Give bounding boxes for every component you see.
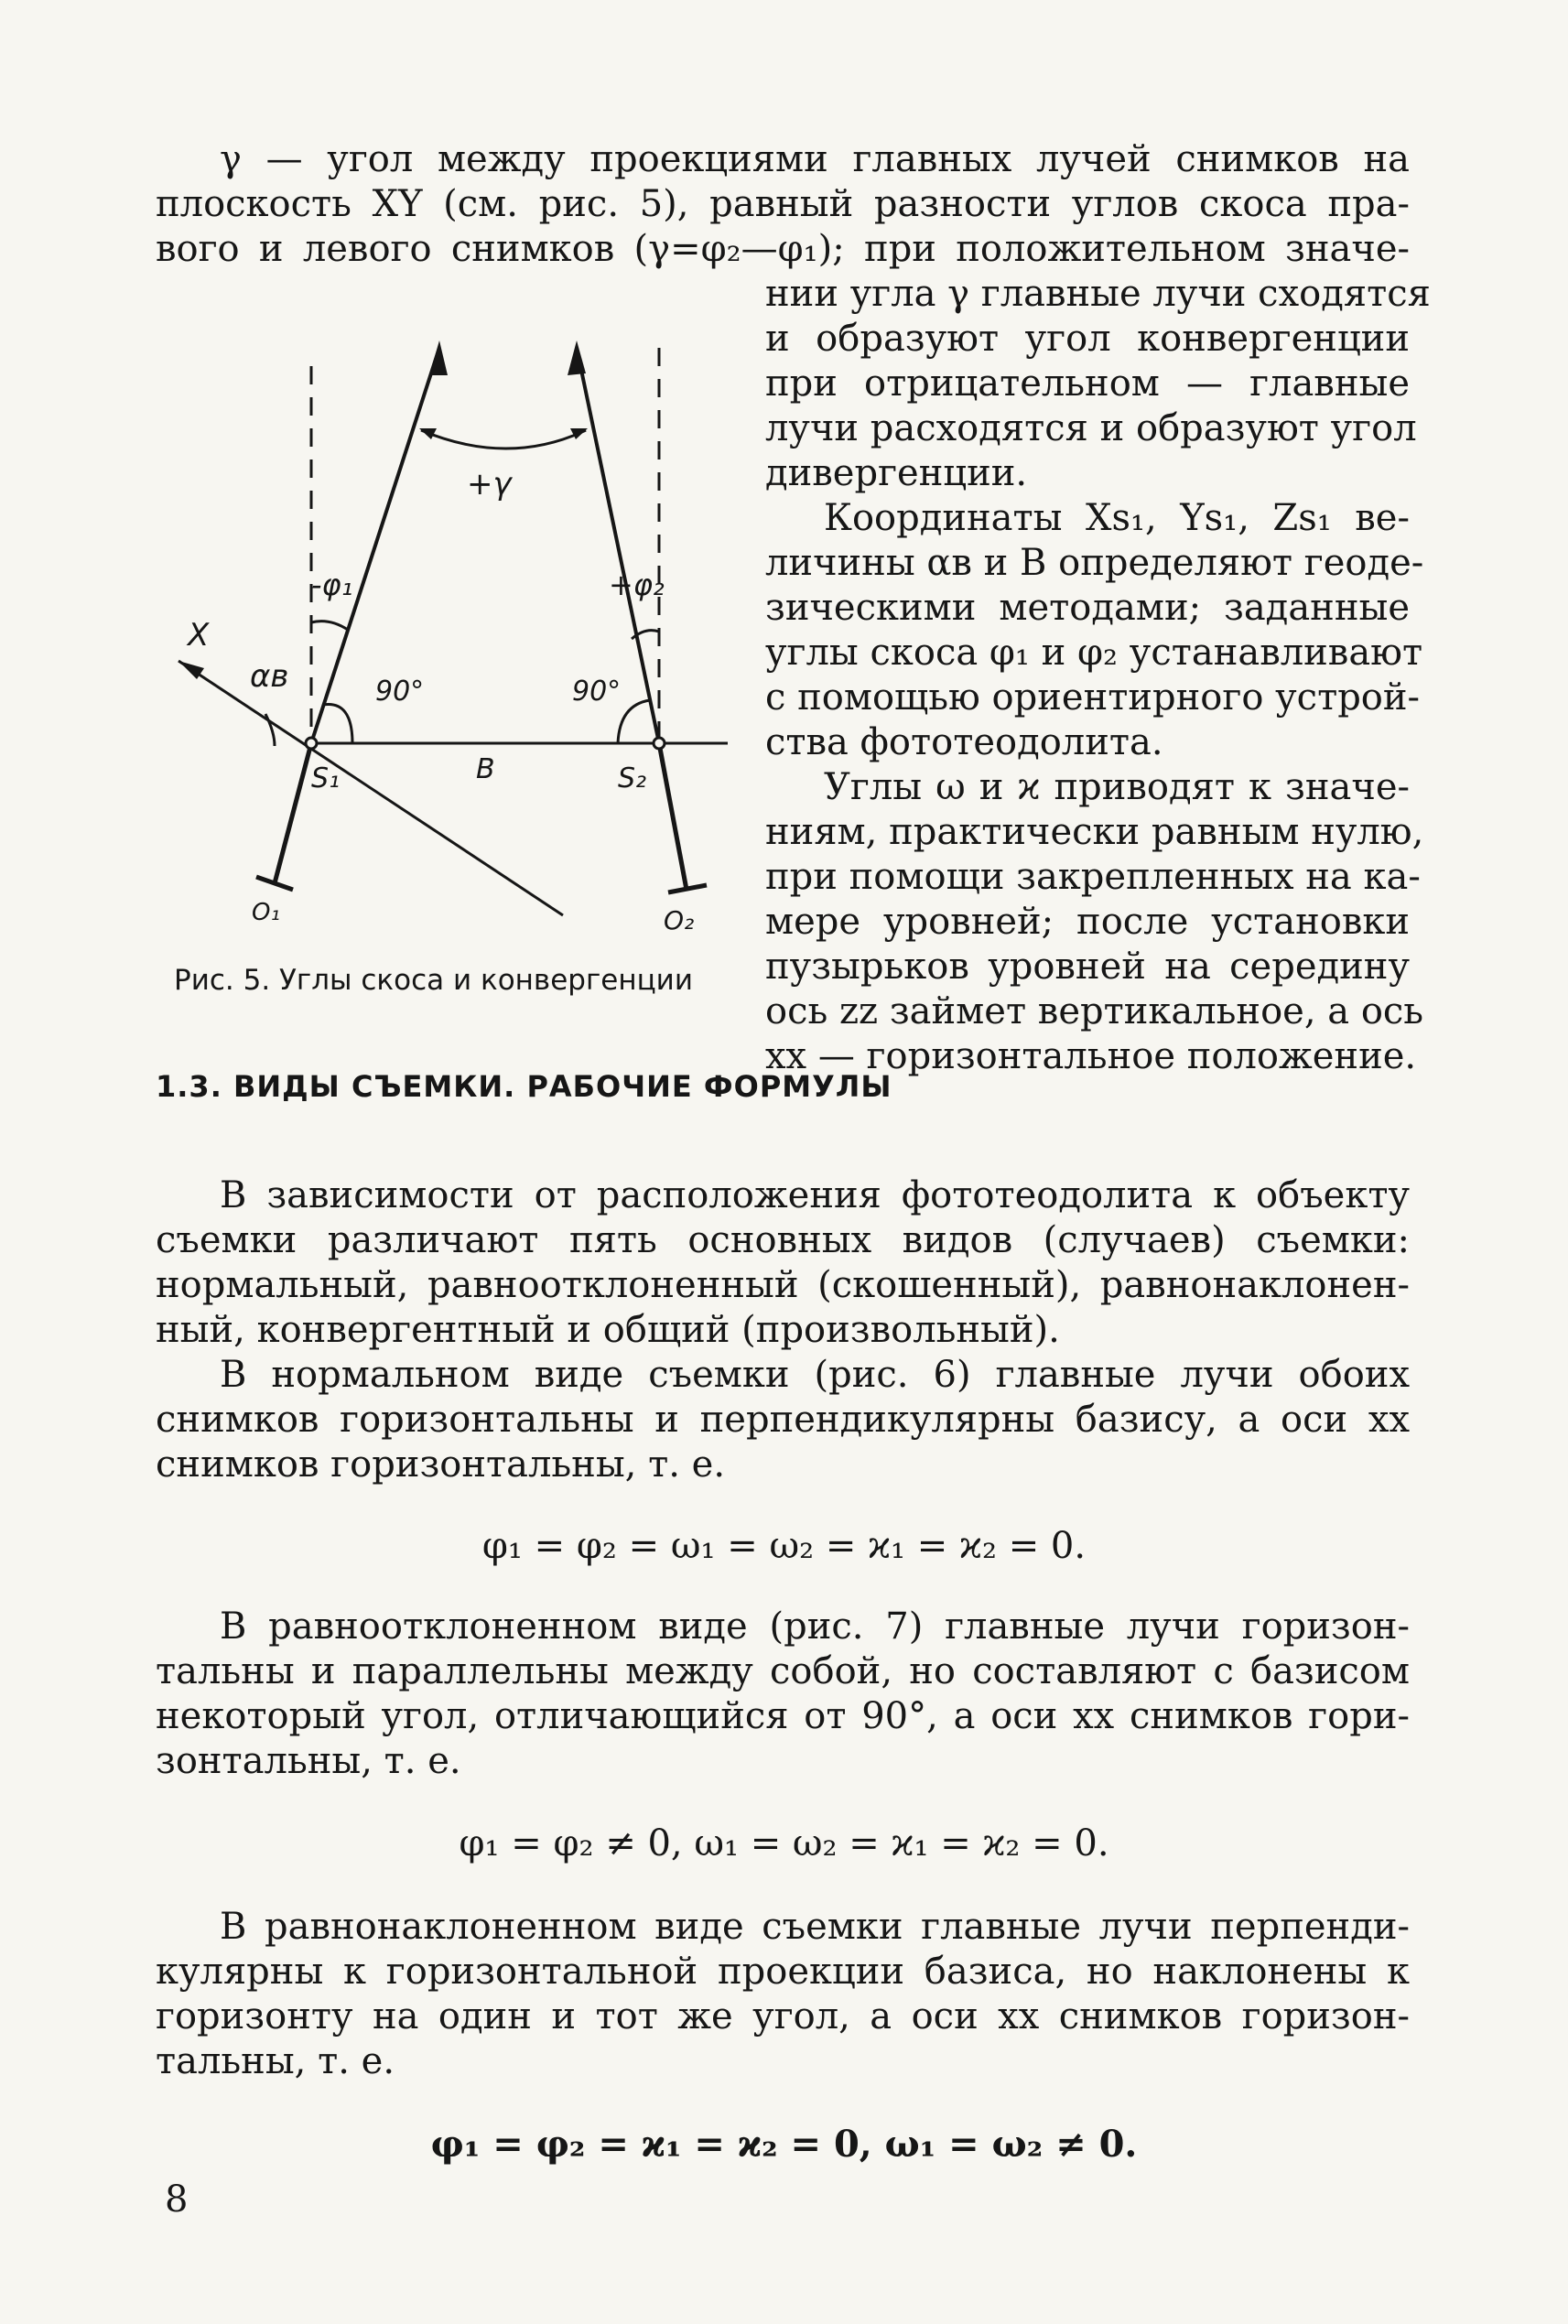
- intro-line-2: плоскость XY (см. рис. 5), равный разности углов скоса пра-: [156, 183, 1410, 225]
- angle-90-right-arc: [618, 700, 650, 743]
- p3-line-2: тальны и параллельны между собой, но составляют с базисом: [156, 1650, 1410, 1692]
- figure-5-diagram: [160, 330, 746, 961]
- intro-right-12: Углы ω и ϰ приводят к значе-: [824, 766, 1410, 808]
- intro-right-15: мере уровней; после установки: [765, 901, 1410, 943]
- phi1-arc: [311, 622, 348, 630]
- label-o2: O₂: [664, 905, 695, 935]
- x-axis-line: [178, 661, 563, 915]
- intro-right-11: ства фототеодолита.: [765, 721, 1163, 763]
- p2-line-2: снимков горизонтальны и перпендикулярны базису, а оси xx: [156, 1399, 1410, 1441]
- p3-line-3: некоторый угол, отличающийся от 90°, а оси xx снимков гори-: [156, 1695, 1410, 1737]
- intro-right-2: и образуют угол конвергенции: [765, 318, 1410, 360]
- label-b: B: [476, 753, 495, 785]
- label-phi2: +φ₂: [609, 567, 665, 602]
- p4-line-3: горизонту на один и тот же угол, а оси xx снимков горизон-: [156, 1995, 1410, 2038]
- gamma-arc-arrow-right: [570, 428, 588, 439]
- p3-line-4: зонтальны, т. е.: [156, 1740, 461, 1782]
- intro-right-10: с помощью ориентирного устрой-: [765, 676, 1421, 719]
- label-angle-left: 90°: [375, 676, 425, 708]
- section-heading: 1.3. ВИДЫ СЪЕМКИ. РАБОЧИЕ ФОРМУЛЫ: [156, 1069, 892, 1104]
- formula-equal-deviation: φ₁ = φ₂ ≠ 0, ω₁ = ω₂ = ϰ₁ = ϰ₂ = 0.: [459, 1822, 1109, 1865]
- label-s2: S₂: [618, 762, 647, 794]
- p3-line-1: В равноотклоненном виде (рис. 7) главные лучи горизон-: [220, 1605, 1410, 1648]
- angle-90-left-arc: [323, 705, 352, 743]
- ray-right-arrow: [568, 340, 586, 375]
- intro-right-9: углы скоса φ₁ и φ₂ устанавливают: [765, 632, 1423, 674]
- figure-caption: Рис. 5. Углы скоса и конвергенции: [174, 964, 693, 997]
- label-phi1: -φ₁: [311, 567, 353, 602]
- gamma-arc: [421, 430, 586, 449]
- intro-right-1: нии угла γ главные лучи сходятся: [765, 273, 1431, 315]
- label-alpha: αв: [250, 658, 289, 695]
- label-x: X: [188, 617, 210, 654]
- p1-line-4: ный, конвергентный и общий (произвольный).: [156, 1309, 1060, 1351]
- label-gamma: +γ: [467, 466, 512, 503]
- p4-line-4: тальны, т. е.: [156, 2040, 395, 2082]
- intro-right-14: при помощи закрепленных на ка-: [765, 856, 1421, 898]
- formula-normal: φ₁ = φ₂ = ω₁ = ω₂ = ϰ₁ = ϰ₂ = 0.: [481, 1525, 1087, 1567]
- formula-equal-inclination: φ₁ = φ₂ = ϰ₁ = ϰ₂ = 0, ω₁ = ω₂ ≠ 0.: [430, 2123, 1138, 2166]
- intro-right-6: Координаты Xs₁, Ys₁, Zs₁ ве-: [824, 497, 1410, 539]
- intro-right-3: при отрицательном — главные: [765, 362, 1410, 405]
- label-angle-right: 90°: [572, 676, 622, 708]
- intro-line-1: γ — угол между проекциями главных лучей снимков на: [220, 138, 1410, 180]
- p1-line-1: В зависимости от расположения фототеодолита к объекту: [220, 1174, 1410, 1216]
- ray-left-arrow: [429, 340, 448, 375]
- intro-right-18: xx — горизонтальное положение.: [765, 1035, 1417, 1077]
- intro-line-3: вого и левого снимков (γ=φ₂—φ₁); при положительном значе-: [156, 228, 1410, 270]
- intro-right-4: лучи расходятся и образуют угол: [765, 407, 1417, 449]
- intro-right-17: ось zz займет вертикальное, а ось: [765, 990, 1424, 1032]
- p2-line-3: снимков горизонтальны, т. е.: [156, 1443, 726, 1486]
- support-left: [275, 743, 311, 883]
- p4-line-1: В равнонаклоненном виде съемки главные лучи перпенди-: [220, 1906, 1410, 1948]
- p1-line-2: съемки различают пять основных видов (случаев) съемки:: [156, 1219, 1410, 1261]
- p1-line-3: нормальный, равноотклоненный (скошенный), равнонаклонен-: [156, 1264, 1410, 1306]
- station-s2: [654, 738, 665, 749]
- intro-right-7: личины αв и B определяют геоде-: [765, 542, 1424, 584]
- intro-right-5: дивергенции.: [765, 452, 1028, 494]
- support-right: [659, 743, 687, 890]
- intro-right-16: пузырьков уровней на середину: [765, 946, 1410, 988]
- label-s1: S₁: [311, 762, 341, 794]
- intro-right-13: ниям, практически равным нулю,: [765, 811, 1424, 853]
- station-s1: [306, 738, 317, 749]
- p4-line-2: кулярны к горизонтальной проекции базиса, но наклонены к: [156, 1951, 1410, 1993]
- p2-line-1: В нормальном виде съемки (рис. 6) главные лучи обоих: [220, 1354, 1410, 1396]
- page-number: 8: [165, 2178, 189, 2221]
- intro-right-8: зическими методами; заданные: [765, 587, 1410, 629]
- label-o1: O₁: [252, 899, 280, 926]
- alpha-arc: [265, 714, 275, 746]
